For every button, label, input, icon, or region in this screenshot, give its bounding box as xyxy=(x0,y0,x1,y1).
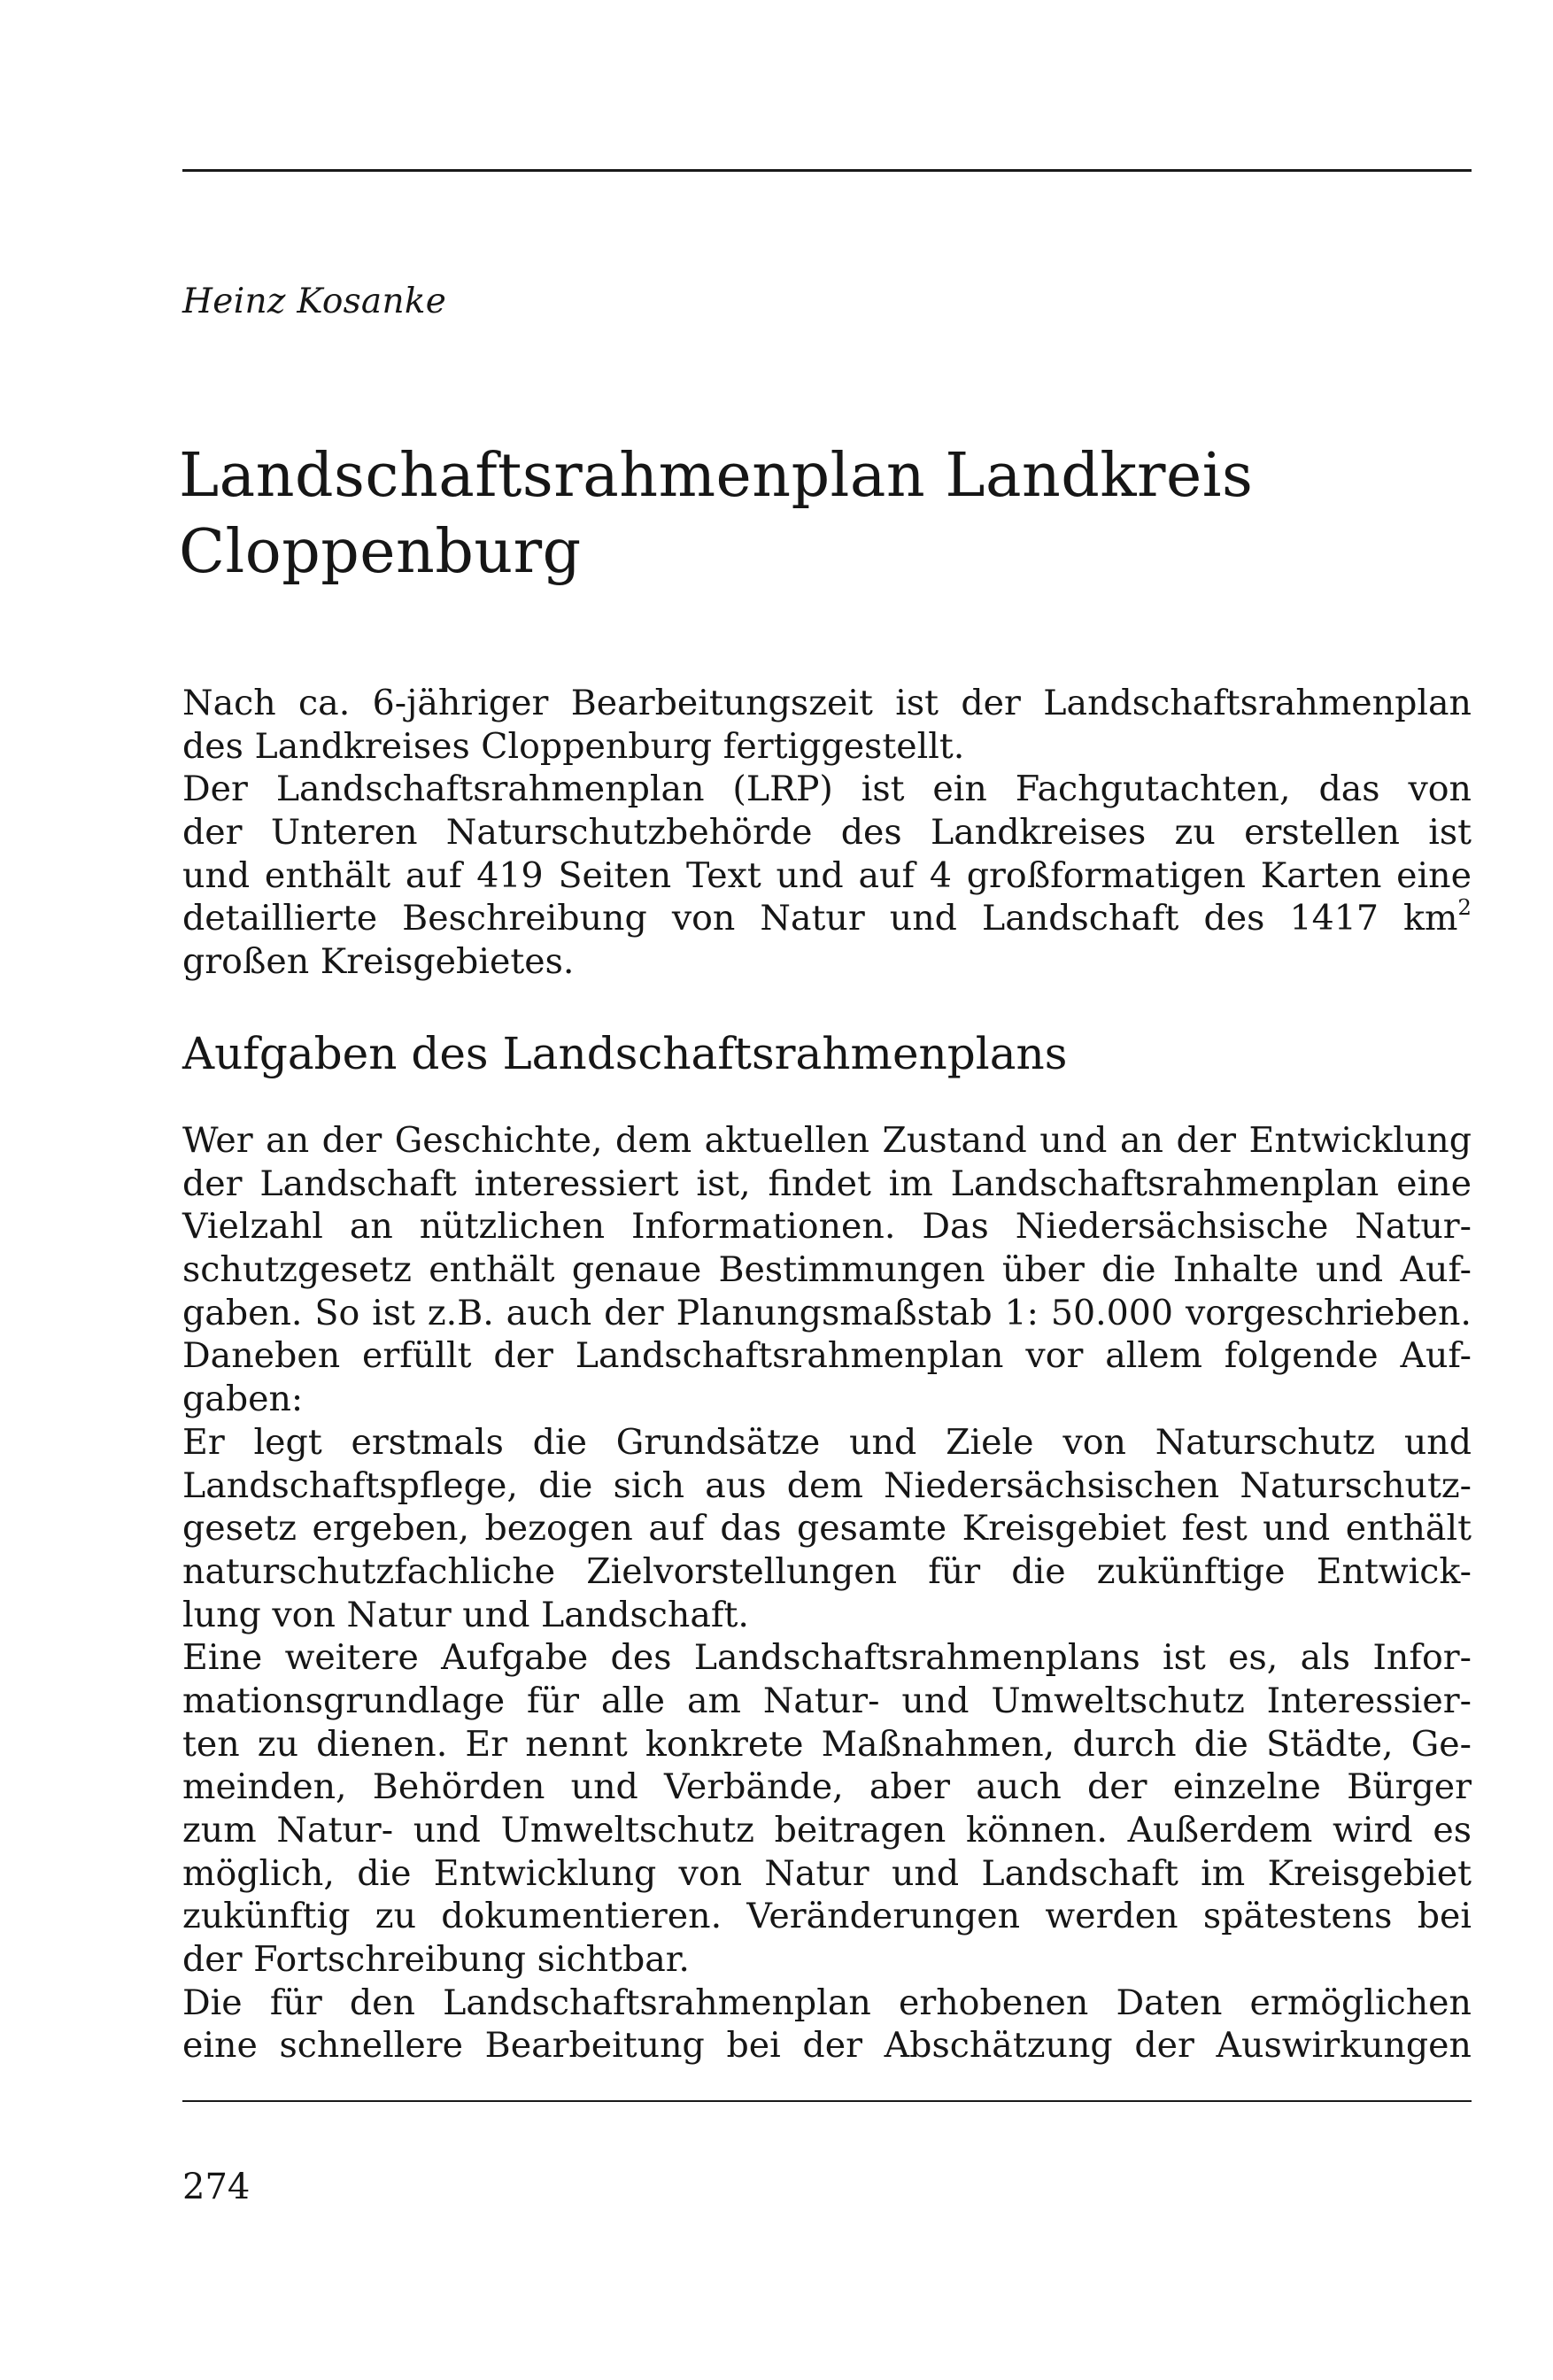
text-line: Daneben erfüllt der Landschaftsrahmenplan vor allem folgende Auf- xyxy=(182,1335,1472,1377)
author-name: Heinz Kosanke xyxy=(182,282,447,321)
text-line: schutzgesetz enthält genaue Bestimmungen über die Inhalte und Auf- xyxy=(182,1249,1472,1291)
top-rule xyxy=(182,169,1472,172)
superscript: 2 xyxy=(1457,894,1472,921)
text-line: zum Natur- und Umweltschutz beitragen können. Außerdem wird es xyxy=(182,1810,1472,1851)
text-line: Der Landschaftsrahmenplan (LRP) ist ein Fachgutachten, das von xyxy=(182,769,1472,810)
text-line: der Fortschreibung sichtbar. xyxy=(182,1939,690,1981)
bottom-rule xyxy=(182,2100,1472,2102)
text-line: mationsgrundlage für alle am Natur- und Umweltschutz Interessier- xyxy=(182,1680,1472,1721)
text-line: der Landschaft interessiert ist, findet im Landschaftsrahmenplan eine xyxy=(182,1163,1472,1204)
article-title xyxy=(179,438,1253,591)
text-line: Vielzahl an nützlichen Informationen. Das Niedersächsische Natur- xyxy=(182,1206,1472,1248)
text-line: gaben. So ist z.B. auch der Planungsmaßstab 1: 50.000 vorgeschrieben. xyxy=(182,1292,1472,1333)
text-line: Er legt erstmals die Grundsätze und Ziele von Naturschutz und xyxy=(182,1421,1472,1463)
text-line: Wer an der Geschichte, dem aktuellen Zustand und an der Entwicklung xyxy=(182,1120,1472,1161)
text-line: des Landkreises Cloppenburg fertiggestellt. xyxy=(182,725,965,767)
text-line: Die für den Landschaftsrahmenplan erhobenen Daten ermöglichen xyxy=(182,1982,1472,2023)
text-line: meinden, Behörden und Verbände, aber auch der einzelne Bürger xyxy=(182,1766,1472,1808)
text-line: zukünftig zu dokumentieren. Veränderungen werden spätestens bei xyxy=(182,1896,1472,1937)
text-line: Eine weitere Aufgabe des Landschaftsrahmenplans ist es, als Infor- xyxy=(182,1637,1472,1679)
page-number: 274 xyxy=(182,2167,251,2207)
section-paragraphs xyxy=(182,1119,1472,2067)
text-line-with-superscript xyxy=(182,894,1472,940)
text-line: und enthält auf 419 Seiten Text und auf 4 großformatigen Karten eine xyxy=(182,854,1472,896)
text-line: ten zu dienen. Er nennt konkrete Maßnahmen, durch die Städte, Ge- xyxy=(182,1723,1472,1765)
text-fragment: detaillierte Beschreibung von Natur und Landschaft des 1417 km xyxy=(182,898,1458,939)
text-line: gaben: xyxy=(182,1379,304,1420)
text-line: eine schnellere Bearbeitung bei der Abschätzung der Auswirkungen xyxy=(182,2025,1472,2067)
text-line: möglich, die Entwicklung von Natur und Landschaft im Kreisgebiet xyxy=(182,1852,1472,1894)
text-line: naturschutzfachliche Zielvorstellungen für die zukünftige Entwick- xyxy=(182,1550,1472,1592)
intro-paragraphs xyxy=(182,682,1472,984)
section-heading: Aufgaben des Landschaftsrahmenplans xyxy=(182,1028,1068,1079)
text-line: lung von Natur und Landschaft. xyxy=(182,1594,749,1635)
title-line-1: Landschaftsrahmenplan Landkreis xyxy=(179,441,1254,511)
text-line: großen Kreisgebietes. xyxy=(182,941,575,983)
text-line: Nach ca. 6-jähriger Bearbeitungszeit ist der Landschaftsrahmenplan xyxy=(182,683,1472,723)
text-line: Landschaftspflege, die sich aus dem Niedersächsischen Naturschutz- xyxy=(182,1464,1472,1506)
title-line-2: Cloppenburg xyxy=(179,517,582,587)
text-line: gesetz ergeben, bezogen auf das gesamte Kreisgebiet fest und enthält xyxy=(182,1508,1472,1549)
text-line: der Unteren Naturschutzbehörde des Landkreises zu erstellen ist xyxy=(182,812,1472,854)
